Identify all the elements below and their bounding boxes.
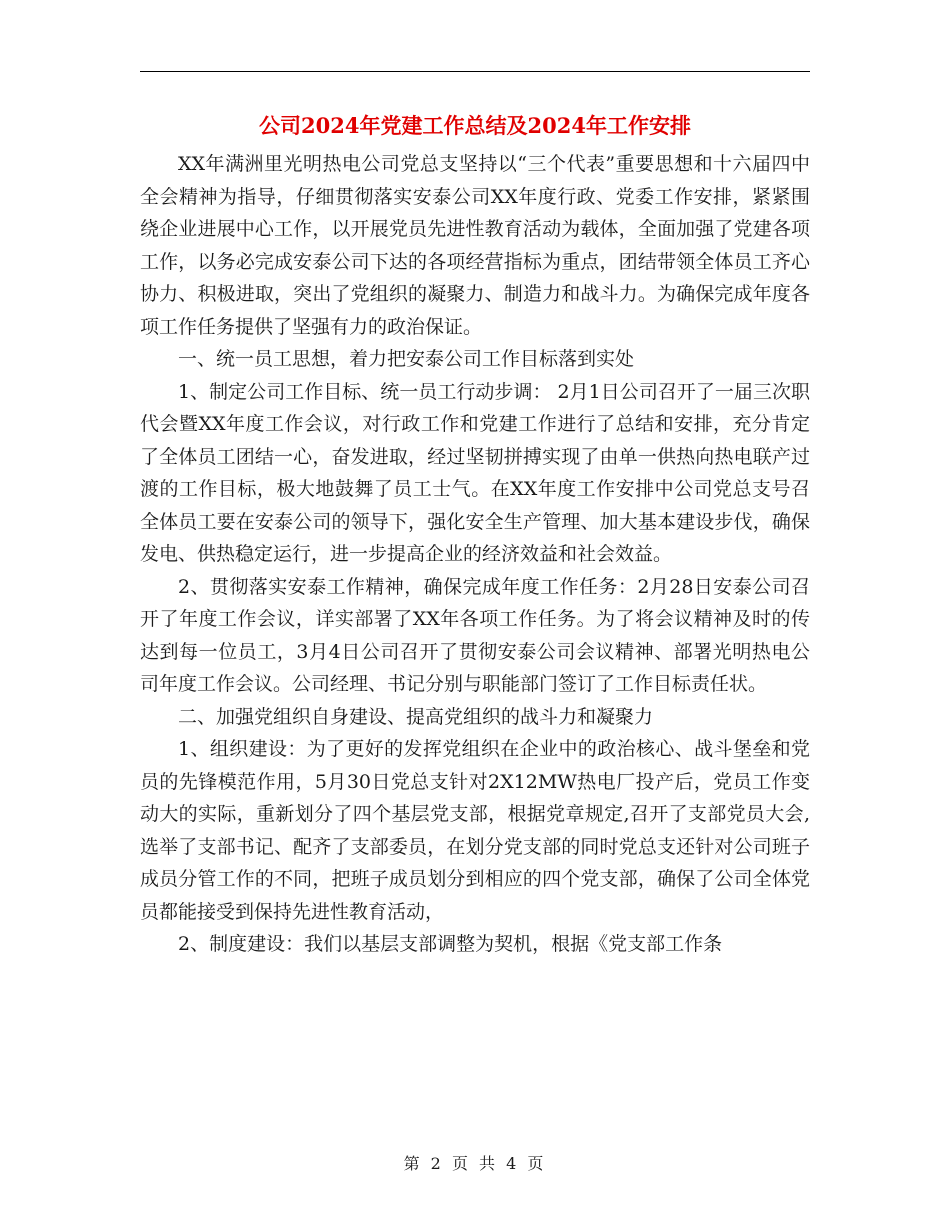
intro-paragraph: XX年满洲里光明热电公司党总支坚持以“三个代表”重要思想和十六届四中全会精神为指导，仔细贯彻落实安泰公司XX年度行政、党委工作安排，紧紧围绕企业进展中心工作，以开展党员先进性教育活动为载体，全面加强了党建各项工作，以务必完成安泰公司下达的各项经营指标为重点，团结带领全体员工齐心协力、积极进取，突出了党组织的凝聚力、制造力和战斗力。为确保完成年度各项工作任务提供了坚强有力的政治保证。 <box>140 153 810 338</box>
header-rule <box>140 71 810 72</box>
section-heading-2: 二、加强党组织自身建设、提高党组织的战斗力和凝聚力 <box>178 705 654 728</box>
document-title: 公司2024年党建工作总结及2024年工作安排 <box>259 113 691 138</box>
paragraph-1-1: 1、制定公司工作目标、统一员工行动步调： 2月1日公司召开了一届三次职代会暨XX年度工作会议，对行政工作和党建工作进行了总结和安排，充分肯定了全体员工团结一心，奋发进取，经过坚韧拼搏实现了由单一供热向热电联产过渡的工作目标，极大地鼓舞了员工士气。在XX年度工作安排中公司党总支号召全体员工要在安泰公司的领导下，强化安全生产管理、加大基本建设步伐，确保发电、供热稳定运行，进一步提高企业的经济效益和社会效益。 <box>140 380 810 565</box>
paragraph-2-2: 2、制度建设：我们以基层支部调整为契机，根据《党支部工作条 <box>178 933 723 955</box>
paragraph-1-2: 2、贯彻落实安泰工作精神，确保完成年度工作任务：2月28日安泰公司召开了年度工作会议，详实部署了XX年各项工作任务。为了将会议精神及时的传达到每一位员工，3月4日公司召开了贯彻安泰公司会议精神、部署光明热电公司年度工作会议。公司经理、书记分别与职能部门签订了工作目标责任状。 <box>140 575 810 695</box>
section-heading-1: 一、统一员工思想，着力把安泰公司工作目标落到实处 <box>178 348 635 370</box>
page-number-footer: 第 2 页 共 4 页 <box>403 1154 547 1173</box>
paragraph-2-1: 1、组织建设：为了更好的发挥党组织在企业中的政治核心、战斗堡垒和党员的先锋模范作用，5月30日党总支针对2X12MW热电厂投产后，党员工作变动大的实际，重新划分了四个基层党支部，根据党章规定,召开了支部党员大会,选举了支部书记、配齐了支部委员，在划分党支部的同时党总支还针对公司班子成员分管工作的不同，把班子成员划分到相应的四个党支部，确保了公司全体党员都能接受到保持先进性教育活动， <box>140 738 810 923</box>
document-body <box>140 148 810 961</box>
